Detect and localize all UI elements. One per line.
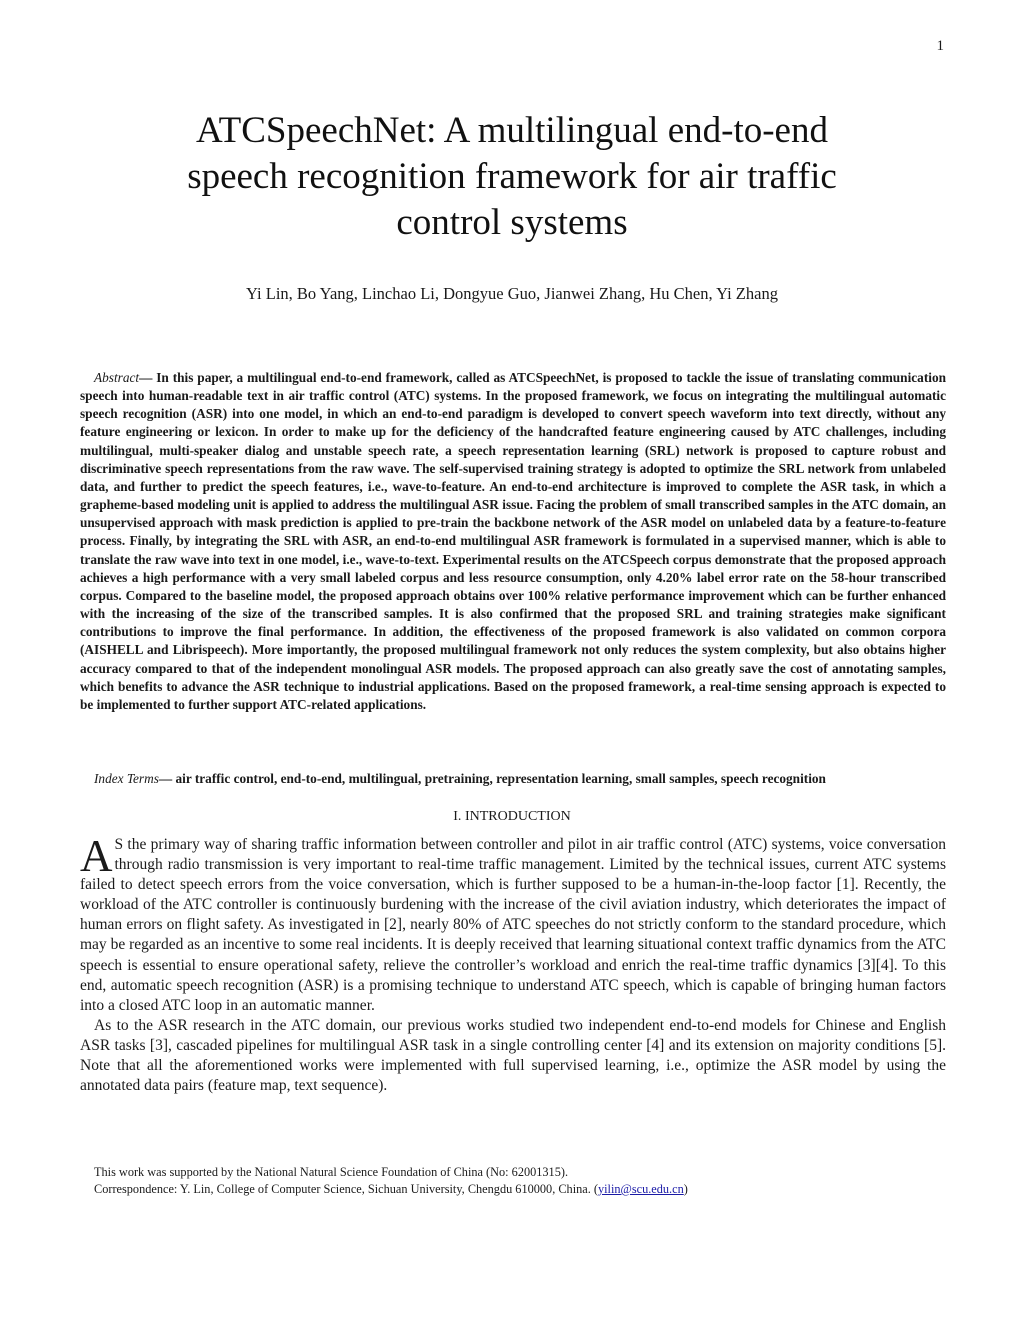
correspondence-close: ) [683, 1182, 688, 1196]
paragraph-text: S the primary way of sharing traffic information between controller and pilot in air traffic control (ATC) systems, voice conversation through radio transmission is very important to real-time traffic management. Limited by the technical issues, current ATC systems failed to detect speech errors from the voice conversation, which is further supposed to be a human-in-the-loop factor [1]. Recently, the workload of the ATC controller is continuously burdening with the increase of the civil aviation industry, which deteriorates the impact of human errors on flight safety. As investigated in [2], nearly 80% of ATC speeches do not strictly conform to the standard procedure, which may be regarded as an incentive to some real incidents. It is deeply received that learning situational context traffic dynamics from the ATC speech is essential to ensure operational safety, relieve the controller’s workload and enrich the real-time traffic dynamics [3][4]. To this end, automatic speech recognition (ASR) is a promising technique to understand ATC speech, which is capable of bringing human factors into a closed ATC loop in an automatic manner. [80, 836, 946, 1014]
abstract-dash: — [139, 370, 153, 385]
title-line: ATCSpeechNet: A multilingual end-to-end [196, 110, 828, 151]
email-link[interactable]: yilin@scu.edu.cn [597, 1182, 684, 1196]
abstract-label: Abstract [94, 370, 140, 385]
introduction-body [80, 831, 946, 1096]
footnote [80, 1164, 946, 1198]
title-line: control systems [396, 202, 628, 243]
section-number: I. [453, 809, 462, 824]
paragraph: As to the ASR research in the ATC domain, our previous works studied two independent end-to-end models for Chinese and English ASR tasks [3], cascaded pipelines for multilingual ASR task in a single controlling center [4] and its extension on majority conditions [5]. Note that all the aforementioned works were implemented with full supervised learning, i.e., optimize the ASR model by using the annotated data pairs (feature map, text sequence). [80, 1016, 946, 1095]
page-number: 1 [936, 38, 944, 54]
section-title-rest: NTRODUCTION [469, 809, 571, 824]
paper-title [100, 108, 924, 246]
funding-note: This work was supported by the National Natural Science Foundation of China (No: 62001315). [94, 1165, 569, 1179]
index-terms-label: Index Terms [94, 771, 159, 786]
paragraph [80, 831, 946, 1016]
title-line: speech recognition framework for air traffic [187, 156, 837, 197]
index-terms-text: air traffic control, end-to-end, multilingual, pretraining, representation learning, small samples, speech recognition [172, 771, 826, 786]
abstract-text: In this paper, a multilingual end-to-end framework, called as ATCSpeechNet, is proposed to tackle the issue of translating communication speech into human-readable text in air traffic control (ATC) systems. In the proposed framework, we focus on integrating the multilingual automatic speech recognition (ASR) into one model, in which an end-to-end paradigm is developed to convert speech waveform into text directly, without any feature engineering or lexicon. In order to make up for the deficiency of the handcrafted feature engineering caused by ATC challenges, including multilingual, multi-speaker dialog and unstable speech rate, a speech representation learning (SRL) network is proposed to capture robust and discriminative speech representations from the raw wave. The self-supervised training strategy is adopted to optimize the SRL network from unlabeled data, and further to predict the speech features, i.e., wave-to-feature. An end-to-end architecture is improved to complete the ASR task, in which a grapheme-based modeling unit is applied to address the multilingual ASR issue. Facing the problem of small transcribed samples in the ATC domain, an unsupervised approach with mask prediction is applied to pre-train the backbone network of the ASR model on unlabeled data by a feature-to-feature process. Finally, by integrating the SRL with ASR, an end-to-end multilingual ASR framework is formulated in a supervised manner, which is able to translate the raw wave into text in one model, i.e., wave-to-text. Experimental results on the ATCSpeech corpus demonstrate that the proposed approach achieves a high performance with a very small labeled corpus and less resource consumption, only 4.20% label error rate on the 58-hour transcribed corpus. Compared to the baseline model, the proposed approach obtains over 100% relative performance improvement which can be further enhanced with the increasing of the size of the transcribed samples. It is also confirmed that the proposed SRL and training strategies make significant contributions to improve the final performance. In addition, the effectiveness of the proposed framework is also validated on common corpora (AISHELL and Librispeech). More importantly, the proposed multilingual framework not only reduces the system complexity, but also obtains higher accuracy compared to that of the independent monolingual ASR models. The proposed approach can also greatly save the cost of annotating samples, which benefits to advance the ASR technique to industrial applications. Based on the proposed framework, a real-time sensing approach is expected to be implemented to further support ATC-related applications. [80, 370, 946, 712]
index-terms-dash: — [158, 771, 173, 786]
section-heading-introduction [0, 809, 1024, 825]
section-title-initial: I [464, 809, 470, 824]
index-terms [80, 771, 946, 787]
abstract [80, 369, 946, 714]
correspondence-note [80, 1181, 946, 1198]
correspondence-text: Correspondence: Y. Lin, College of Computer Science, Sichuan University, Chengdu 610000, China. ( [94, 1182, 598, 1196]
drop-cap: A [80, 831, 113, 881]
author-list: Yi Lin, Bo Yang, Linchao Li, Dongyue Guo, Jianwei Zhang, Hu Chen, Yi Zhang [246, 284, 778, 303]
